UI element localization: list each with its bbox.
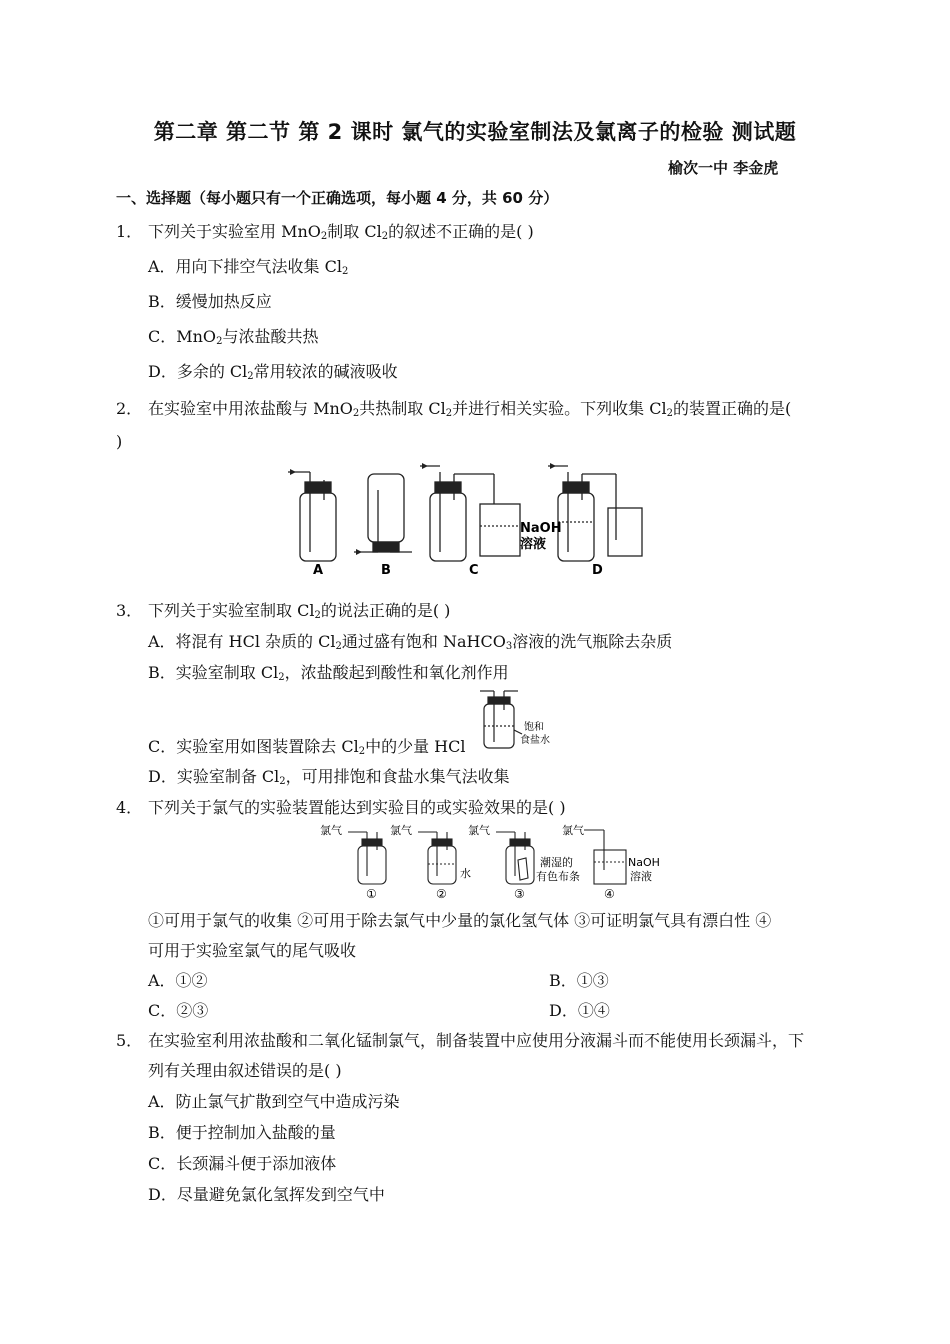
q4-statements-line1: ①可用于氯气的收集 ②可用于除去氯气中少量的氯化氢气体 ③可证明氯气具有漂白性 ④ [148, 911, 772, 930]
q2-number: 2． [116, 399, 143, 418]
q5-option-c: C．长颈漏斗便于添加液体 [148, 1154, 337, 1173]
q4-fig-cloth-2: 有色布条 [536, 870, 580, 883]
q3-option-c: C．实验室用如图装置除去 $Cl_2$中的少量 HCl [148, 737, 466, 757]
q4-option-a: A．①② [148, 971, 208, 990]
q2-fig-label-a: A [313, 563, 324, 578]
section-heading: 一、选择题（每小题只有一个正确选项，每小题 4 分，共 60 分） [116, 189, 559, 207]
q1-option-a: A．用向下排空气法收集 $Cl_2$ [148, 257, 349, 277]
q4-fig-solution: 溶液 [630, 870, 652, 883]
q4-fig-num-2: ② [436, 887, 447, 901]
q2-stem: 在实验室中用浓盐酸与 MnO$_2$共热制取 $Cl_2$并进行相关实验。下列收集 $Cl_2$的装置正确的是( [148, 399, 792, 419]
q4-fig-naoh: NaOH [628, 856, 660, 869]
q3-fig-label-saturated: 饱和 [524, 722, 544, 733]
q1-option-d: D．多余的 $Cl_2$常用较浓的碱液吸收 [148, 362, 398, 382]
q4-fig-num-1: ① [366, 887, 377, 901]
q2-fig-solution: 溶液 [520, 537, 547, 552]
q5-option-b: B．便于控制加入盐酸的量 [148, 1123, 336, 1142]
q4-apparatus-figure [318, 820, 663, 902]
q4-fig-water: 水 [460, 867, 471, 880]
q4-number: 4． [116, 798, 143, 817]
q4-fig-num-4: ④ [604, 887, 615, 901]
q2-stem-tail: ) [116, 432, 123, 451]
q4-fig-gas-3: 氯气 [468, 824, 490, 837]
q1-stem: 下列关于实验室用 MnO$_2$制取 $Cl_2$的叙述不正确的是( ) [148, 222, 534, 242]
q4-fig-gas-4: 氯气 [562, 824, 584, 837]
q3-option-a: A．将混有 HCl 杂质的 $Cl_2$通过盛有饱和 NaHCO$_3$溶液的洗气瓶除去杂质 [148, 632, 673, 652]
q2-apparatus-figure [280, 460, 650, 580]
q5-number: 5． [116, 1031, 143, 1050]
q2-fig-naoh: NaOH [520, 521, 562, 536]
q1-option-b: B．缓慢加热反应 [148, 292, 272, 311]
q5-option-a: A．防止氯气扩散到空气中造成污染 [148, 1092, 400, 1111]
q3-number: 3． [116, 601, 143, 620]
q1-option-c: C．MnO$_2$与浓盐酸共热 [148, 327, 319, 347]
q5-stem-line2: 列有关理由叙述错误的是( ) [148, 1061, 342, 1080]
q2-fig-label-b: B [381, 563, 391, 578]
q5-stem-line1: 在实验室利用浓盐酸和二氧化锰制氯气，制备装置中应使用分液漏斗而不能使用长颈漏斗，下 [148, 1031, 805, 1050]
q5-option-d: D．尽量避免氯化氢挥发到空气中 [148, 1185, 385, 1204]
q4-option-d: D．①④ [549, 1001, 610, 1020]
q4-option-c: C．②③ [148, 1001, 209, 1020]
q3-option-d: D．实验室制备 $Cl_2$，可用排饱和食盐水集气法收集 [148, 767, 510, 787]
q4-fig-gas-1: 氯气 [320, 824, 342, 837]
q4-stem: 下列关于氯气的实验装置能达到实验目的或实验效果的是( ) [148, 798, 566, 817]
q2-fig-label-c: C [469, 563, 479, 578]
q2-fig-label-d: D [592, 563, 603, 578]
q4-fig-gas-2: 氯气 [390, 824, 412, 837]
q3-option-b: B．实验室制取 $Cl_2$，浓盐酸起到酸性和氧化剂作用 [148, 663, 509, 683]
q4-option-b: B．①③ [549, 971, 609, 990]
q4-fig-cloth-1: 潮湿的 [540, 856, 573, 869]
q4-fig-num-3: ③ [514, 887, 525, 901]
q3-fig-label-brine: 食盐水 [520, 735, 550, 746]
q4-statements-line2: 可用于实验室氯气的尾气吸收 [148, 941, 357, 960]
q3-stem: 下列关于实验室制取 $Cl_2$的说法正确的是( ) [148, 601, 451, 621]
q3-washing-bottle-figure [470, 688, 554, 752]
author: 榆次一中 李金虎 [668, 159, 779, 177]
q1-number: 1． [116, 222, 143, 241]
page-title: 第二章 第二节 第 2 课时 氯气的实验室制法及氯离子的检验 测试题 [153, 120, 797, 144]
